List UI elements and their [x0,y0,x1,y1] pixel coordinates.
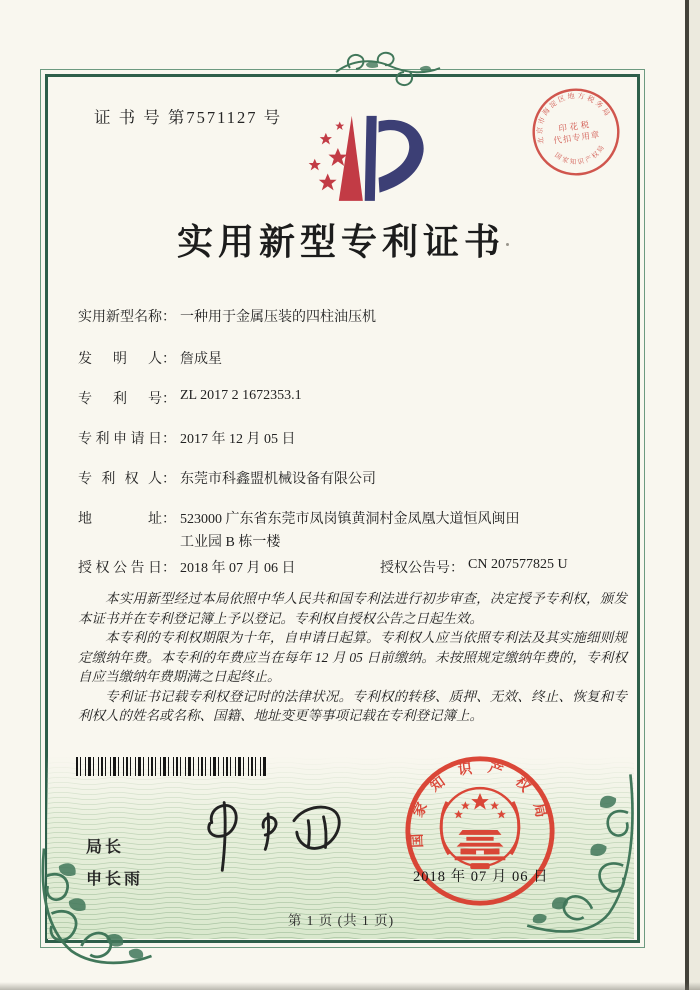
field-value: 一种用于金属压装的四柱油压机 [180,310,376,325]
field-colon: ： [162,512,176,527]
scan-margin-right [689,0,700,990]
field-colon: ： [450,561,464,576]
barcode [76,757,266,776]
commissioner-title: 局长 [86,839,125,856]
field-colon: ： [162,310,176,325]
field-value: 2017 年 12 月 05 日 [180,432,296,447]
tax-office-stamp [523,79,629,185]
field-row-patent-number [78,388,302,408]
commissioner-name: 申长雨 [86,871,144,888]
tax-stamp-center-line2: 代扣专用章 [552,129,601,146]
field-colon: ： [162,472,176,487]
field-label: 授权公告号 [380,561,450,576]
field-colon: ： [162,392,176,407]
field-value: ZL 2017 2 1672353.1 [180,388,302,403]
field-label: 实用新型名称 [78,310,162,325]
field-label: 专利号 [78,392,162,407]
page-number: 第 1 页 (共 1 页) [287,913,395,928]
field-row-filing-date [78,428,296,448]
field-colon: ： [162,352,176,367]
seal-ring-text: 国家知识产权局 [409,759,552,849]
certificate-number: 证 书 号 第7571127 号 [94,108,283,127]
field-label: 专利权人 [78,472,162,487]
national-emblem [441,788,519,869]
field-value: CN 207577825 U [468,557,568,572]
legal-paragraph-2: 本专利的专利权期限为十年，自申请日起算。专利权人应当依照专利法及其实施细则规定缴纳年费。本专利的年费应当在每年 12 月 05 日前缴纳。未按照规定缴纳年费的，专利权自应当缴纳年费期满之日起终止。 [78,630,627,684]
legal-text-block [78,589,627,726]
seal-date: 2018 年 07 月 06 日 [413,869,549,885]
field-colon: ： [162,561,176,576]
field-value [180,508,520,554]
cnipa-logo [287,112,435,214]
tax-stamp-top-arc-text: 北京市海淀区地方税务局 [535,91,613,145]
field-label: 地址 [78,512,162,527]
certificate-title: 实用新型专利证书 [176,222,505,262]
tax-stamp-center-line1: 印花税 [557,118,593,134]
tax-stamp-bottom-arc-text: 国家知识产权局 [553,143,607,167]
legal-paragraph-1: 本实用新型经过本局依照中华人民共和国专利法进行初步审查，决定授予专利权，颁发本证书并在专利登记簿上予以登记。专利权自授权公告之日起生效。 [78,591,627,626]
field-row-patentee [78,468,376,488]
address-line-1: 523000 广东省东莞市凤岗镇黄洞村金凤凰大道恒风闽田 [180,512,520,527]
field-label: 授权公告日 [78,561,162,576]
legal-paragraph-3: 专利证书记载专利权登记时的法律状况。专利权的转移、质押、无效、终止、恢复和专利权人的姓名或名称、国籍、地址变更等事项记载在专利登记簿上。 [78,688,627,723]
logo-stars [309,122,348,191]
field-value: 2018 年 07 月 06 日 [180,561,296,576]
scan-speck [506,243,509,246]
field-label: 专利申请日 [78,432,162,447]
address-line-2: 工业园 B 栋一楼 [180,535,281,550]
field-row-grant-date [78,557,296,577]
field-label: 发明人 [78,352,162,367]
scan-edge-bottom [0,982,700,990]
field-row-utility-name [78,306,376,326]
field-value: 詹成星 [180,352,222,367]
field-colon: ： [162,432,176,447]
field-row-inventor [78,348,222,368]
field-value: 东莞市科鑫盟机械设备有限公司 [180,472,376,487]
logo-p-shape [339,116,424,201]
handwritten-signature [192,792,350,878]
field-row-grant-number [380,557,568,577]
field-row-address [78,508,520,554]
